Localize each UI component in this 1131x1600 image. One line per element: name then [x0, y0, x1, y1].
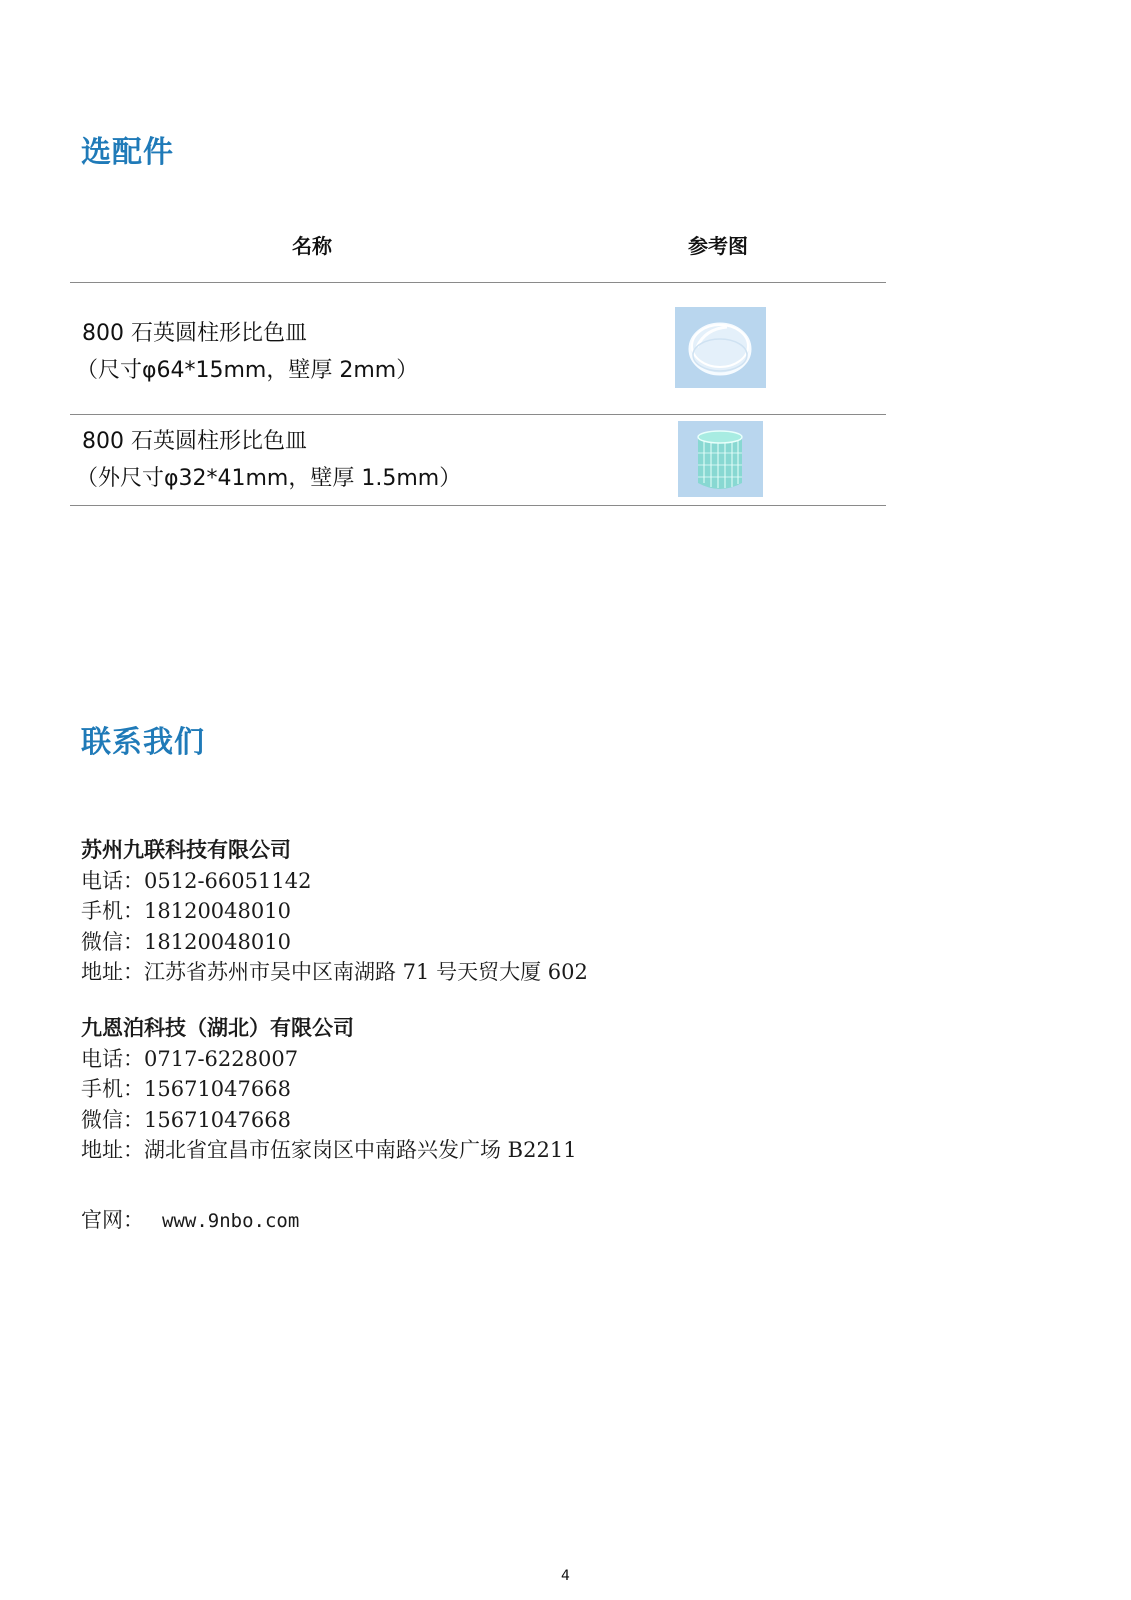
page-number: 4: [561, 1568, 570, 1584]
accessories-table: [70, 222, 886, 506]
mobile-line: [81, 896, 588, 927]
website-line: [81, 1204, 299, 1234]
header-reference-image: 参考图: [688, 234, 748, 258]
accessory-name: 800 石英圆柱形比色皿: [82, 321, 307, 346]
address-value: 湖北省宜昌市伍家岗区中南路兴发广场 B2211: [144, 1138, 577, 1162]
wechat-label: 微信：: [81, 929, 144, 954]
wechat-line: [81, 1105, 577, 1136]
company-name: 苏州九联科技有限公司: [81, 838, 291, 862]
phone-value: 0717-6228007: [144, 1046, 299, 1071]
mobile-label: 手机：: [81, 899, 144, 923]
accessory-description: [76, 423, 462, 497]
company-name: 九恩泊科技（湖北）有限公司: [81, 1016, 354, 1040]
accessories-section-title: 选配件: [81, 135, 174, 170]
mobile-label: 手机：: [81, 1077, 144, 1101]
phone-line: [81, 1044, 577, 1075]
table-row: [70, 415, 886, 506]
address-line: [81, 1135, 577, 1166]
accessory-spec: （外尺寸φ32*41mm，壁厚 1.5mm）: [76, 466, 462, 491]
wechat-line: [81, 927, 588, 958]
header-name: 名称: [292, 234, 332, 258]
phone-label: 电话：: [81, 868, 144, 893]
wechat-value: 18120048010: [144, 929, 291, 954]
phone-value: 0512-66051142: [144, 868, 312, 893]
mobile-value: 18120048010: [144, 899, 291, 923]
wechat-value: 15671047668: [144, 1107, 291, 1132]
petri-dish-photo-icon: [675, 307, 766, 388]
mobile-line: [81, 1074, 577, 1105]
company-block: [81, 835, 588, 988]
mobile-value: 15671047668: [144, 1077, 291, 1101]
phone-label: 电话：: [81, 1046, 144, 1071]
address-label: 地址：: [81, 960, 144, 984]
cylindrical-cuvette-photo-icon: [678, 421, 763, 497]
address-value: 江苏省苏州市吴中区南湖路 71 号天贸大厦 602: [144, 960, 588, 984]
address-label: 地址：: [81, 1138, 144, 1162]
accessory-description: [76, 315, 419, 389]
address-line: [81, 957, 588, 988]
website-link[interactable]: www.9nbo.com: [162, 1210, 300, 1232]
accessory-name: 800 石英圆柱形比色皿: [82, 429, 307, 454]
table-header-row: [70, 222, 886, 283]
wechat-label: 微信：: [81, 1107, 144, 1132]
phone-line: [81, 866, 588, 897]
table-row: [70, 283, 886, 415]
website-label: 官网：: [81, 1208, 144, 1232]
contact-section-title: 联系我们: [81, 725, 205, 760]
accessory-spec: （尺寸φ64*15mm，壁厚 2mm）: [76, 358, 419, 383]
company-block: [81, 1013, 577, 1166]
